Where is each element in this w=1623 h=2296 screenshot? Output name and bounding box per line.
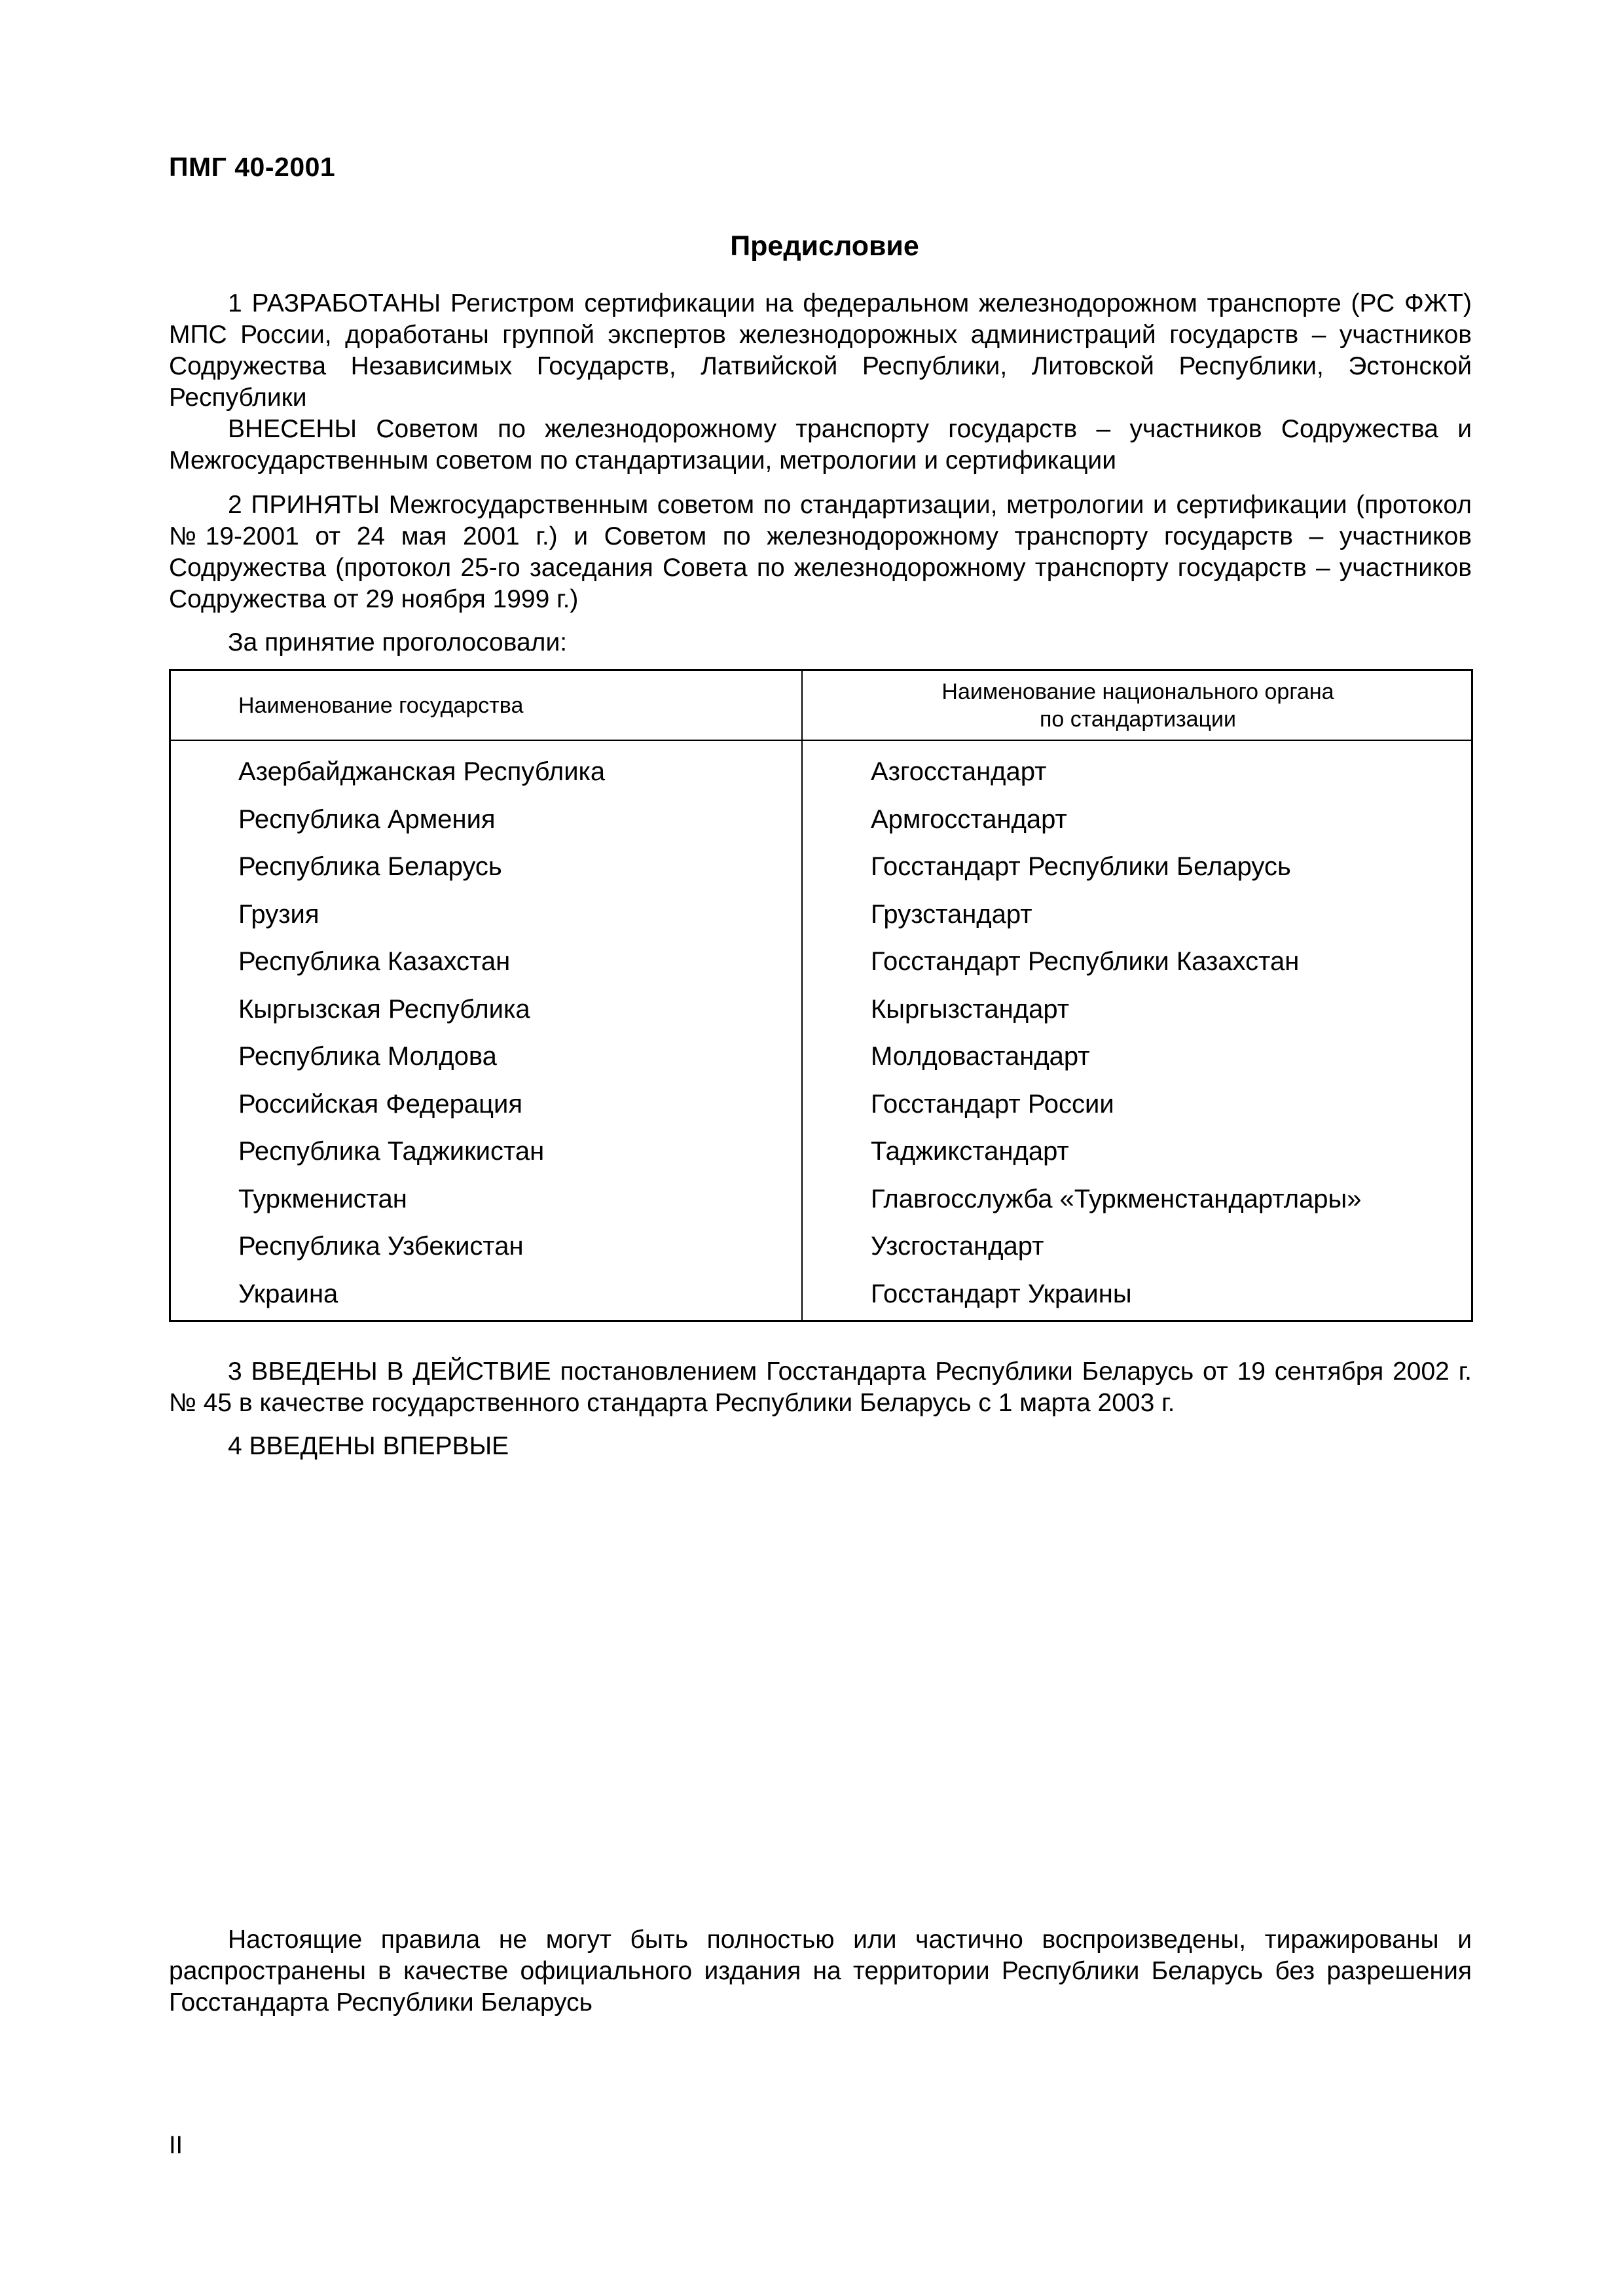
table-row: [171, 1278, 1471, 1326]
table-row: [171, 946, 1471, 994]
state-cell: Республика Армения: [238, 804, 496, 834]
adopted-paragraph: 2 ПРИНЯТЫ Межгосударственным советом по стандартизации, метрологии и сертификации (протокол №19-2001 от 24 мая 2001 г.) и Советом по железнодорожному транспорту государств – участников Содружества (протокол 25-го заседания Совета по железнодорожному транспорту государств – участников Содружества от 29 ноября 1999 г.): [169, 491, 1472, 613]
state-cell: Республика Узбекистан: [238, 1232, 524, 1261]
first-introduced-paragraph: 4 ВВЕДЕНЫ ВПЕРВЫЕ: [228, 1432, 509, 1460]
standards-body-cell: Кыргызстандарт: [871, 994, 1070, 1024]
table-body: [171, 756, 1471, 1325]
standards-body-cell: Молдовастандарт: [871, 1042, 1090, 1071]
state-cell: Республика Беларусь: [238, 852, 502, 881]
table-header-state-label: Наименование государства: [238, 692, 524, 718]
table-row: [171, 994, 1471, 1041]
table-row: [171, 851, 1471, 899]
standards-body-cell: Госстандарт Украины: [871, 1279, 1132, 1308]
table-row: [171, 1041, 1471, 1088]
foreword-item-2: [169, 490, 1472, 615]
effective-paragraph: 3 ВВЕДЕНЫ В ДЕЙСТВИЕ постановлением Госстандарта Республики Беларусь от 19 сентября 2002 г. № 45 в качестве государственного стандарта Республики Беларусь с 1 марта 2003 г.: [169, 1357, 1472, 1417]
state-cell: Кыргызская Республика: [238, 994, 530, 1024]
state-cell: Украина: [238, 1279, 338, 1308]
table-row: [171, 1088, 1471, 1136]
introduced-paragraph: ВНЕСЕНЫ Советом по железнодорожному транспорту государств – участников Содружества и Межгосударственным советом по стандартизации, метрологии и сертификации: [169, 415, 1472, 475]
voted-intro: [169, 627, 1472, 658]
foreword-item-1: [169, 288, 1472, 476]
state-cell: Республика Таджикистан: [238, 1137, 545, 1166]
standards-body-cell: Азгосстандарт: [871, 757, 1047, 786]
state-cell: Республика Молдова: [238, 1042, 497, 1071]
standards-body-cell: Главгосслужба «Туркменстандартлары»: [871, 1184, 1362, 1213]
standards-body-cell: Госстандарт Республики Казахстан: [871, 947, 1300, 976]
foreword-items-3-4: [169, 1356, 1472, 1462]
developed-paragraph: 1 РАЗРАБОТАНЫ Регистром сертификации на федеральном железнодорожном транспорте (РС ФЖТ) МПС России, доработаны группой экспертов железнодорожных администраций государств – участников Содружества Независимых Государств, Латвийской Республики, Литовской Республики, Эстонской Республики: [169, 289, 1472, 412]
table-header-state: [238, 671, 795, 740]
table-row: [171, 899, 1471, 946]
state-cell: Грузия: [238, 899, 319, 929]
table-row: [171, 1183, 1471, 1231]
section-title: Предисловие: [730, 230, 919, 262]
voted-intro-text: За принятие проголосовали:: [228, 628, 568, 656]
table-row: [171, 1230, 1471, 1278]
copyright-notice: [169, 1924, 1472, 2018]
standards-body-cell: Узсгостандарт: [871, 1232, 1044, 1261]
state-cell: Азербайджанская Республика: [238, 757, 606, 786]
standards-body-cell: Армгосстандарт: [871, 804, 1067, 834]
standards-body-cell: Таджикстандарт: [871, 1137, 1069, 1166]
table-header-body-line1: Наименование национального органа: [941, 679, 1334, 704]
standards-body-cell: Грузстандарт: [871, 899, 1032, 929]
standards-body-cell: Госстандарт Республики Беларусь: [871, 852, 1291, 881]
standards-body-cell: Госстандарт России: [871, 1089, 1114, 1119]
vote-table: [169, 669, 1473, 1322]
state-cell: Туркменистан: [238, 1184, 407, 1213]
table-row: [171, 756, 1471, 804]
table-row: [171, 804, 1471, 852]
copyright-notice-text: Настоящие правила не могут быть полностью или частично воспроизведены, тиражированы и распространены в качестве официального издания на территории Республики Беларусь без разрешения Госстандарта Республики Беларусь: [169, 1926, 1472, 2017]
document-code: ПМГ 40-2001: [169, 152, 336, 182]
state-cell: Республика Казахстан: [238, 947, 511, 976]
page-number: II: [169, 2132, 183, 2159]
table-header-divider: [171, 740, 1471, 741]
table-header-body-line2: по стандартизации: [1039, 706, 1237, 732]
table-row: [171, 1136, 1471, 1183]
state-cell: Российская Федерация: [238, 1089, 523, 1119]
table-header-body: [803, 671, 1473, 740]
